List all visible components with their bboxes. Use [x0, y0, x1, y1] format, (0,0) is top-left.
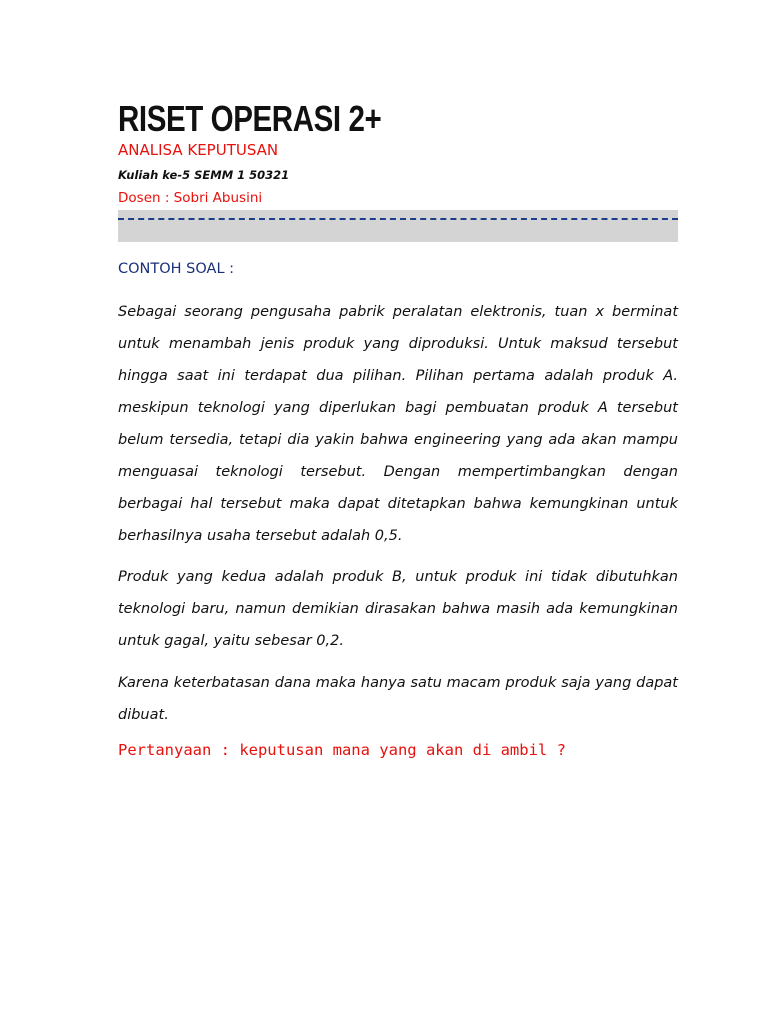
- question-text: Pertanyaan : keputusan mana yang akan di ambil ?: [118, 741, 566, 759]
- course-info: Kuliah ke-5 SEMM 1 50321: [118, 168, 290, 182]
- divider-band: [118, 210, 678, 242]
- paragraph-product-a: Sebagai seorang pengusaha pabrik peralatan elektronis, tuan x berminat untuk menambah jenis produk yang diproduksi. Untuk maksud tersebut hingga saat ini terdapat dua pilihan. Pilihan pertama adalah produk A. meskipun teknologi yang diperlukan bagi pembuatan produk A tersebut belum tersedia, tetapi dia yakin bahwa engineering yang ada akan mampu menguasai teknologi tersebut. Dengan mempertimbangkan dengan berbagai hal tersebut maka dapat ditetapkan bahwa kemungkinan untuk berhasilnya usaha tersebut adalah 0,5.: [118, 304, 678, 544]
- document-title: RISET OPERASI 2+: [118, 98, 382, 139]
- paragraph-product-b: Produk yang kedua adalah produk B, untuk produk ini tidak dibutuhkan teknologi baru, namun demikian dirasakan bahwa masih ada kemungkinan untuk gagal, yaitu sebesar 0,2.: [118, 569, 678, 649]
- paragraph-budget: Karena keterbatasan dana maka hanya satu macam produk saja yang dapat dibuat.: [118, 675, 678, 723]
- document-subtitle: ANALISA KEPUTUSAN: [118, 141, 279, 159]
- dashed-divider: [118, 218, 678, 220]
- lecturer-name: Dosen : Sobri Abusini: [118, 190, 263, 206]
- section-heading: CONTOH SOAL :: [118, 261, 235, 277]
